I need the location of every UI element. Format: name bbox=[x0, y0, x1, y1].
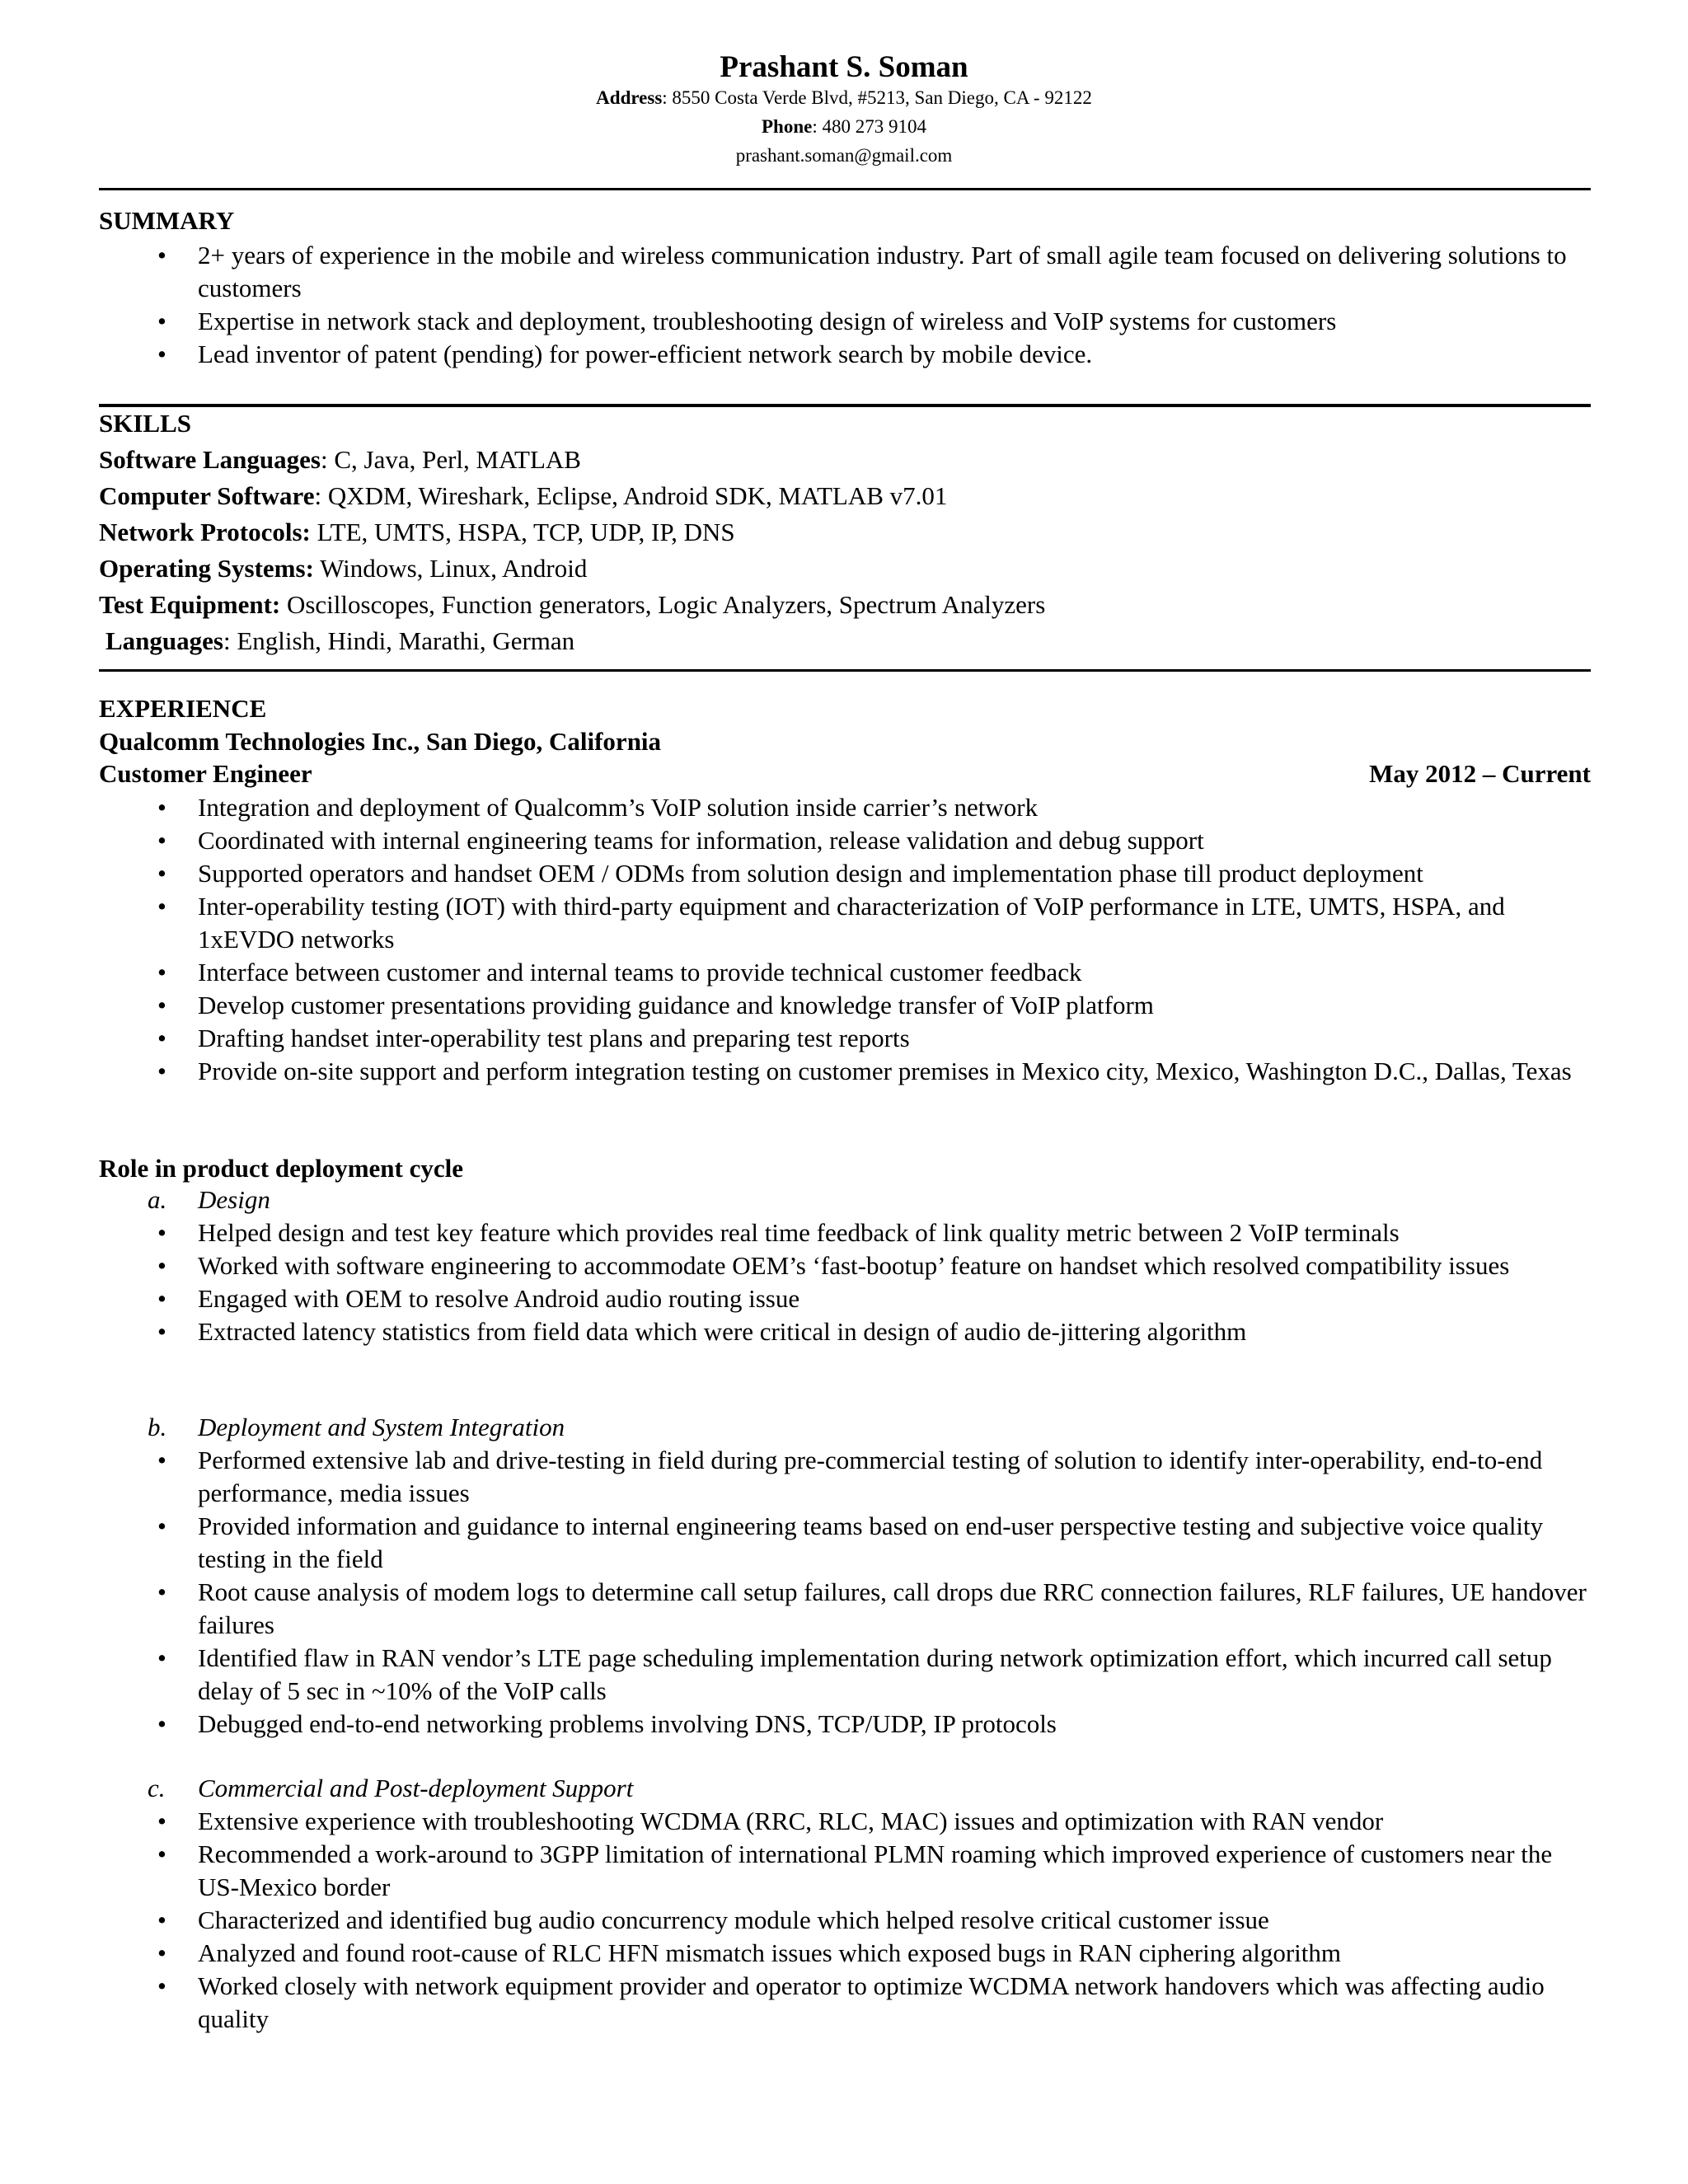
list-item: • Supported operators and handset OEM / ODMs from solution design and implementation phase till product deployment bbox=[0, 857, 1688, 890]
list-item: • Provided information and guidance to internal engineering teams based on end-user perspective testing and subjective voice quality testing in the field bbox=[0, 1510, 1688, 1576]
list-item: • Inter-operability testing (IOT) with third-party equipment and characterization of VoIP performance in LTE, UMTS, HSPA, and 1xEVDO networks bbox=[0, 890, 1688, 956]
list-item: • Interface between customer and internal teams to provide technical customer feedback bbox=[0, 956, 1688, 989]
skill-row bbox=[106, 626, 574, 656]
deployment-letter: b. bbox=[148, 1413, 167, 1441]
list-item: • Extensive experience with troubleshooting WCDMA (RRC, RLC, MAC) issues and optimization with RAN vendor bbox=[0, 1805, 1688, 1838]
summary-heading: SUMMARY bbox=[99, 206, 235, 235]
commercial-letter: c. bbox=[148, 1774, 166, 1802]
skill-label: Languages bbox=[106, 626, 223, 655]
summary-list bbox=[0, 239, 1688, 371]
list-item: • Drafting handset inter-operability test plans and preparing test reports bbox=[0, 1022, 1688, 1055]
design-title: Design bbox=[198, 1185, 270, 1214]
skill-row bbox=[99, 590, 1045, 620]
skill-label: Software Languages bbox=[99, 445, 321, 474]
email-line: prashant.soman@gmail.com bbox=[735, 145, 953, 166]
address-value: : 8550 Costa Verde Blvd, #5213, San Diego, CA - 92122 bbox=[662, 87, 1092, 108]
commercial-list bbox=[0, 1805, 1688, 2036]
commercial-subheading bbox=[148, 1774, 633, 1803]
address-label: Address bbox=[596, 87, 663, 108]
divider-header bbox=[99, 188, 1591, 190]
list-item: • Helped design and test key feature which provides real time feedback of link quality metric between 2 VoIP terminals bbox=[0, 1216, 1688, 1249]
list-item: • Performed extensive lab and drive-testing in field during pre-commercial testing of solution to identify inter-operability, end-to-end performance, media issues bbox=[0, 1444, 1688, 1510]
phone-line bbox=[0, 116, 1688, 138]
list-item: • Lead inventor of patent (pending) for power-efficient network search by mobile device. bbox=[0, 338, 1688, 371]
deployment-list bbox=[0, 1444, 1688, 1741]
candidate-name: Prashant S. Soman bbox=[720, 50, 968, 84]
job-title: Customer Engineer bbox=[99, 759, 312, 788]
deployment-subheading bbox=[148, 1413, 565, 1442]
skill-row bbox=[99, 518, 735, 547]
list-item: • Worked closely with network equipment provider and operator to optimize WCDMA network handovers which was affecting audio quality bbox=[0, 1970, 1688, 2036]
skill-row bbox=[99, 445, 581, 475]
skill-label: Test Equipment: bbox=[99, 590, 281, 619]
list-item: • Characterized and identified bug audio concurrency module which helped resolve critical customer issue bbox=[0, 1904, 1688, 1937]
commercial-title: Commercial and Post-deployment Support bbox=[198, 1774, 634, 1802]
skill-value: Windows, Linux, Android bbox=[313, 554, 588, 583]
list-item: • 2+ years of experience in the mobile and wireless communication industry. Part of small agile team focused on delivering solutions to customers bbox=[0, 239, 1688, 305]
skill-value: : QXDM, Wireshark, Eclipse, Android SDK, MATLAB v7.01 bbox=[314, 481, 948, 510]
divider-summary bbox=[99, 404, 1591, 407]
address-line bbox=[0, 87, 1688, 109]
list-item: • Recommended a work-around to 3GPP limitation of international PLMN roaming which improved experience of customers near the US-Mexico border bbox=[0, 1838, 1688, 1904]
skill-label: Operating Systems: bbox=[99, 554, 314, 583]
skill-value: : English, Hindi, Marathi, German bbox=[223, 626, 575, 655]
role-cycle-heading: Role in product deployment cycle bbox=[99, 1154, 464, 1183]
divider-skills bbox=[99, 669, 1591, 672]
skill-row bbox=[99, 554, 587, 583]
list-item: • Root cause analysis of modem logs to determine call setup failures, call drops due RRC connection failures, RLF failures, UE handover failures bbox=[0, 1576, 1688, 1642]
list-item: • Engaged with OEM to resolve Android audio routing issue bbox=[0, 1282, 1688, 1315]
list-item: • Analyzed and found root-cause of RLC HFN mismatch issues which exposed bugs in RAN ciphering algorithm bbox=[0, 1937, 1688, 1970]
list-item: • Develop customer presentations providing guidance and knowledge transfer of VoIP platform bbox=[0, 989, 1688, 1022]
list-item: • Worked with software engineering to accommodate OEM’s ‘fast-bootup’ feature on handset which resolved compatibility issues bbox=[0, 1249, 1688, 1282]
skills-heading: SKILLS bbox=[99, 409, 192, 438]
skill-value: Oscilloscopes, Function generators, Logic Analyzers, Spectrum Analyzers bbox=[280, 590, 1046, 619]
skill-label: Network Protocols: bbox=[99, 518, 311, 546]
design-subheading bbox=[148, 1185, 270, 1215]
company-name: Qualcomm Technologies Inc., San Diego, California bbox=[99, 727, 662, 756]
list-item: • Coordinated with internal engineering teams for information, release validation and debug support bbox=[0, 824, 1688, 857]
list-item: • Expertise in network stack and deployment, troubleshooting design of wireless and VoIP systems for customers bbox=[0, 305, 1688, 338]
skill-row bbox=[99, 481, 947, 511]
list-item: • Provide on-site support and perform integration testing on customer premises in Mexico city, Mexico, Washington D.C., Dallas, Texas bbox=[0, 1055, 1688, 1088]
deployment-title: Deployment and System Integration bbox=[198, 1413, 565, 1441]
phone-label: Phone bbox=[762, 116, 813, 137]
skill-value: : C, Java, Perl, MATLAB bbox=[320, 445, 581, 474]
phone-value: : 480 273 9104 bbox=[812, 116, 926, 137]
job-dates: May 2012 – Current bbox=[1369, 759, 1591, 788]
list-item: • Integration and deployment of Qualcomm’s VoIP solution inside carrier’s network bbox=[0, 791, 1688, 824]
experience-heading: EXPERIENCE bbox=[99, 694, 267, 723]
list-item: • Extracted latency statistics from field data which were critical in design of audio de-jittering algorithm bbox=[0, 1315, 1688, 1348]
design-list bbox=[0, 1216, 1688, 1348]
skill-value: LTE, UMTS, HSPA, TCP, UDP, IP, DNS bbox=[310, 518, 735, 546]
list-item: • Debugged end-to-end networking problems involving DNS, TCP/UDP, IP protocols bbox=[0, 1708, 1688, 1741]
experience-list bbox=[0, 791, 1688, 1088]
skill-label: Computer Software bbox=[99, 481, 315, 510]
design-letter: a. bbox=[148, 1185, 167, 1214]
list-item: • Identified flaw in RAN vendor’s LTE page scheduling implementation during network optimization effort, which incurred call setup delay of 5 sec in ~10% of the VoIP calls bbox=[0, 1642, 1688, 1708]
